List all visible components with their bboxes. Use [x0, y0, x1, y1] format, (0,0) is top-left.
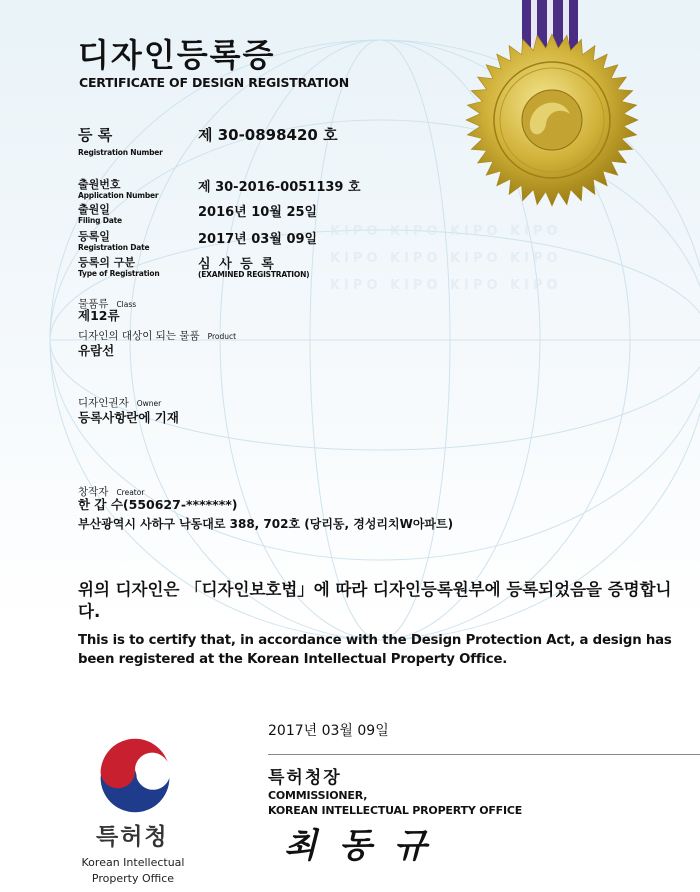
registration-type-label: 등록의 구분	[78, 256, 135, 269]
registration-type-label-en: Type of Registration	[78, 269, 160, 278]
filing-date-label: 출원일	[78, 203, 110, 216]
declaration-ko: 위의 디자인은 「디자인보호법」에 따라 디자인등록원부에 등록되었음을 증명합니다.	[78, 580, 672, 621]
registration-date-label-en: Registration Date	[78, 243, 150, 252]
registration-number: 제 30-0898420 호	[198, 126, 338, 144]
product-label: 디자인의 대상이 되는 물품 Product	[78, 330, 237, 342]
registration-label: 등 록	[78, 126, 113, 144]
class-value: 제12류	[78, 308, 120, 323]
commissioner-title: 특허청장	[268, 768, 342, 788]
kipo-logo-text-en: Korean Intellectual Property Office	[81, 856, 185, 885]
registration-type-en: (EXAMINED REGISTRATION)	[198, 270, 310, 279]
creator-name: 한 갑 수(550627-*******)	[78, 497, 238, 512]
registration-date-label: 등록일	[78, 230, 110, 243]
registration-label-en: Registration Number	[78, 148, 163, 157]
owner-label: 디자인권자 Owner	[78, 397, 162, 409]
application-number-label: 출원번호	[78, 178, 121, 191]
kipo-logo-text: 특허청	[96, 824, 169, 850]
creator-label: 창작자 Creator	[78, 486, 145, 498]
application-number-label-en: Application Number	[78, 191, 159, 200]
svg-text:KIPO KIPO KIPO KIPO: KIPO KIPO KIPO KIPO	[330, 278, 562, 293]
gold-seal-icon	[462, 30, 642, 210]
svg-text:KIPO KIPO KIPO KIPO: KIPO KIPO KIPO KIPO	[330, 251, 562, 266]
declaration-en: This is to certify that, in accordance with the Design Protection Act, a design has been registered at the Korean Intellectual Property Office.	[78, 633, 672, 667]
creator-address: 부산광역시 사하구 낙동대로 388, 702호 (당리동, 경성리치W아파트)	[78, 517, 454, 531]
certificate-title-en: CERTIFICATE OF DESIGN REGISTRATION	[79, 75, 349, 90]
owner-value: 등록사항란에 기재	[78, 410, 179, 425]
commissioner-title-en: COMMISSIONER, KOREAN INTELLECTUAL PROPERTY OFFICE	[268, 789, 523, 817]
registration-type: 심 사 등 록	[198, 257, 276, 272]
issue-date: 2017년 03월 09일	[268, 723, 389, 739]
filing-date: 2016년 10월 25일	[198, 205, 318, 220]
svg-text:KIPO KIPO KIPO KIPO: KIPO KIPO KIPO KIPO	[330, 224, 562, 239]
application-number: 제 30-2016-0051139 호	[198, 180, 361, 195]
product-value: 유람선	[78, 343, 115, 358]
registration-date: 2017년 03월 09일	[198, 232, 318, 247]
filing-date-label-en: Filing Date	[78, 216, 122, 225]
kipo-taegeuk-logo-icon	[92, 728, 178, 814]
class-label: 물품류 Class	[78, 298, 137, 310]
footer-divider	[268, 754, 700, 755]
certificate-title: 디자인등록증	[78, 36, 276, 74]
commissioner-signature: 최동규	[284, 826, 449, 866]
